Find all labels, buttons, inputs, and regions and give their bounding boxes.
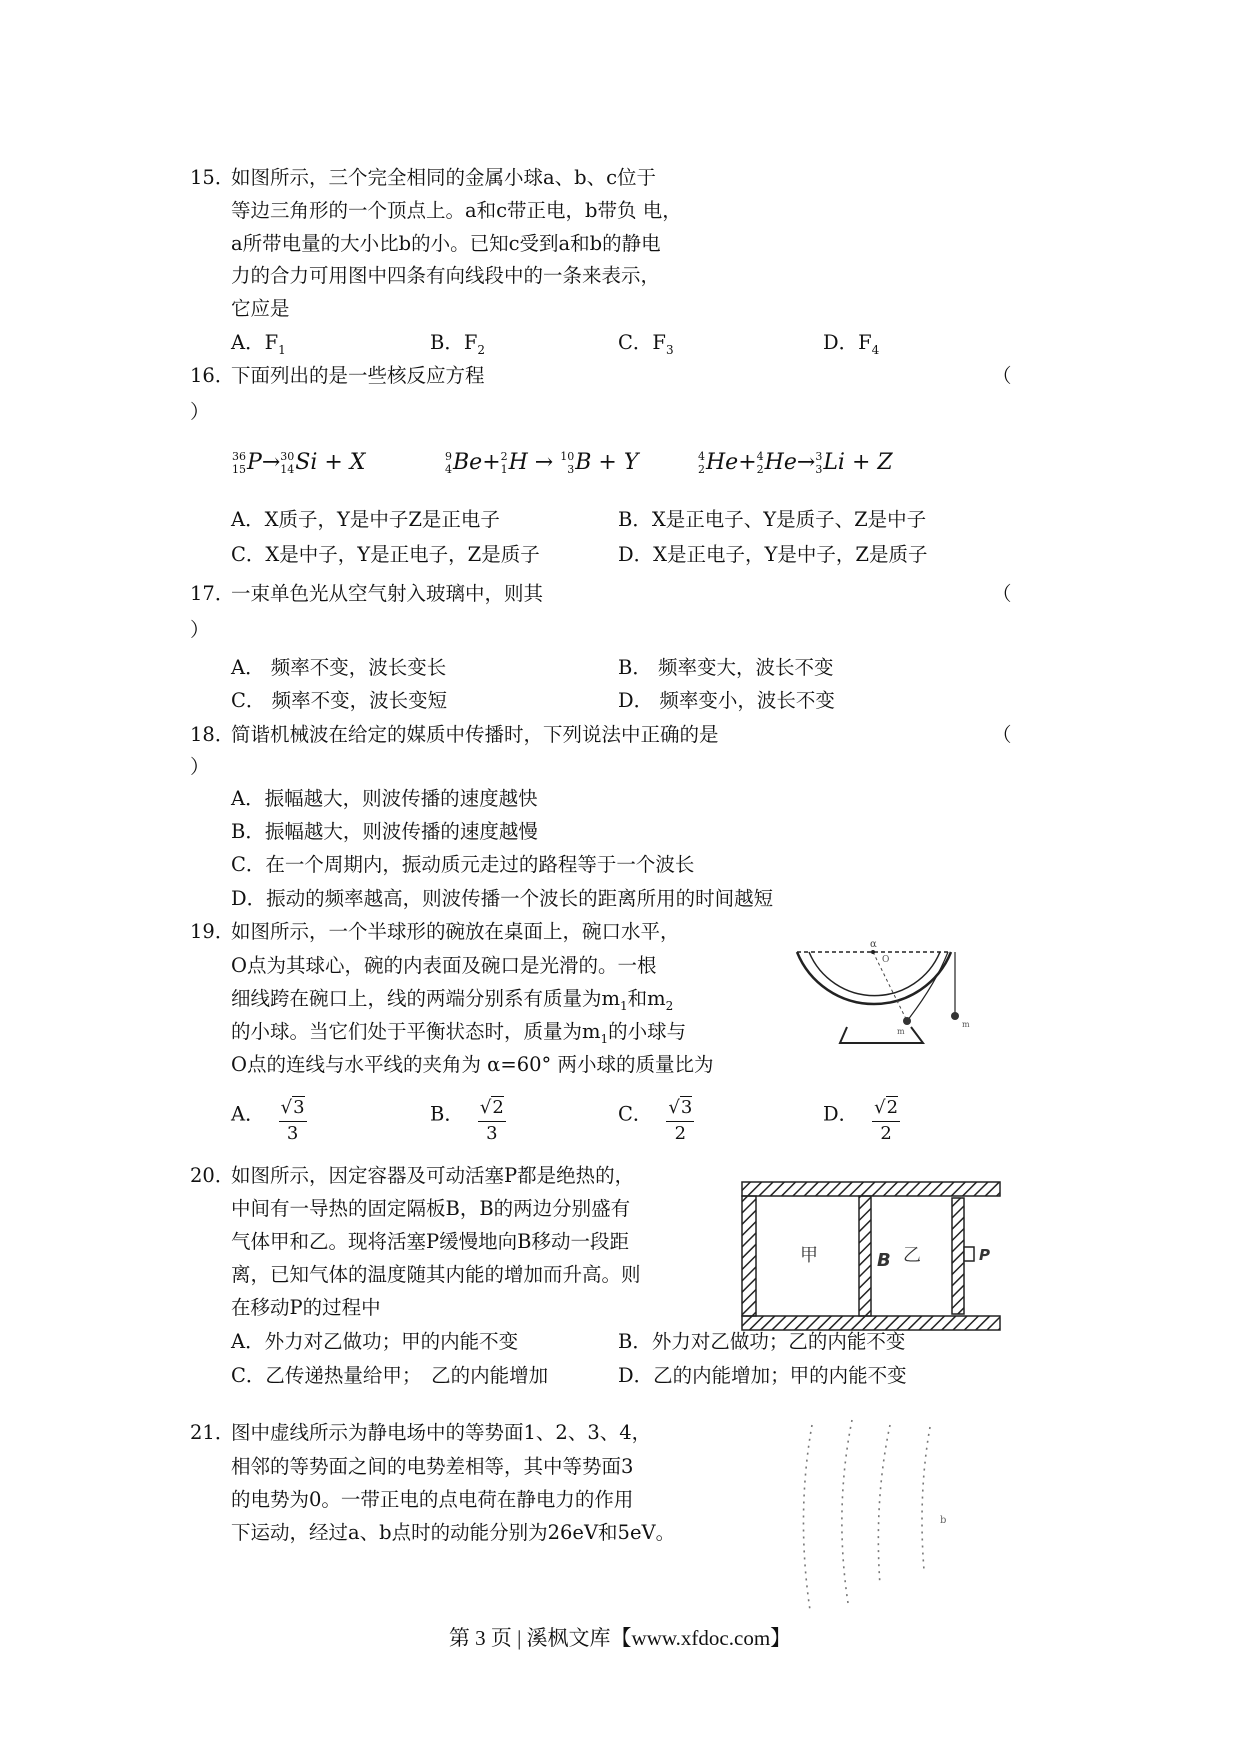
q19-alpha-label: α — [870, 939, 877, 950]
page-footer: 第 3 页 | 溪枫文库【www.xfdoc.com】 — [448, 1626, 792, 1650]
q21-number: 21． — [190, 1421, 235, 1444]
q16-option-d[interactable]: D．X是正电子，Y是中子，Z是质子 — [618, 543, 928, 566]
q20-b-label: B — [877, 1250, 891, 1271]
q19-line-1: 如图所示，一个半球形的碗放在桌面上，碗口水平， — [231, 920, 680, 943]
q17-paren-open: （ — [992, 582, 1012, 605]
q21-equipotential-figure — [790, 1415, 965, 1615]
q15-option-d[interactable]: D．$F_4$ — [823, 331, 880, 357]
q16-equation-3: 4 2He+4 2He→3 3Li + Z — [698, 450, 893, 476]
q20-line-4: 离，已知气体的温度随其内能的增加而升高。则 — [231, 1263, 641, 1286]
q19-o-label: O — [882, 955, 890, 965]
q20-option-c[interactable]: C．乙传递热量给甲； 乙的内能增加 — [231, 1364, 549, 1387]
q17-option-b[interactable]: B． 频率变大，波长不变 — [618, 656, 834, 679]
q15-line-2: 等边三角形的一个顶点上。a和c带正电，b带负 电， — [231, 199, 682, 222]
q20-yi-label: 乙 — [903, 1245, 921, 1266]
q18-paren-close: ） — [190, 755, 210, 778]
q18-option-b[interactable]: B．振幅越大，则波传播的速度越慢 — [231, 820, 538, 843]
q18-option-a[interactable]: A．振幅越大，则波传播的速度越快 — [231, 787, 538, 810]
q17-stem: 一束单色光从空气射入玻璃中，则其 — [231, 582, 544, 605]
q20-option-b[interactable]: B．外力对乙做功；乙的内能不变 — [618, 1330, 906, 1353]
q20-line-1: 如图所示，因定容器及可动活塞P都是绝热的， — [231, 1164, 635, 1187]
q18-number: 18． — [190, 723, 235, 746]
q16-equation-2: 9 4Be+2 1H → 10 3B + Y — [445, 450, 639, 476]
q16-paren-open: （ — [992, 364, 1012, 387]
q21-line-1: 图中虚线所示为静电场中的等势面1、2、3、4， — [231, 1421, 652, 1444]
q17-option-a[interactable]: A． 频率不变，波长变长 — [231, 656, 447, 679]
q16-number: 16． — [190, 364, 235, 387]
q17-paren-close: ） — [190, 618, 210, 641]
q15-option-c[interactable]: C．$F_3$ — [618, 331, 674, 357]
q21-line-4: 下运动，经过a、b点时的动能分别为26eV和5eV。 — [231, 1521, 676, 1544]
q17-option-d[interactable]: D． 频率变小，波长不变 — [618, 689, 835, 712]
q15-line-3: a所带电量的大小比b的小。已知c受到a和b的静电 — [231, 232, 661, 255]
q20-container-figure — [740, 1180, 1005, 1332]
q20-number: 20． — [190, 1164, 235, 1187]
q18-paren-open: （ — [992, 723, 1012, 746]
q16-stem: 下面列出的是一些核反应方程 — [231, 364, 485, 387]
q19-bowl-figure — [785, 935, 985, 1050]
q16-paren-close: ） — [190, 400, 210, 423]
q20-p-label: P — [979, 1246, 990, 1264]
q16-equation-1: 36 15P→30 14Si + X — [232, 450, 366, 476]
q15-option-b[interactable]: B．$F_2$ — [430, 331, 486, 357]
q15-line-1: 如图所示，三个完全相同的金属小球a、b、c位于 — [231, 166, 657, 189]
q20-option-a[interactable]: A．外力对乙做功；甲的内能不变 — [231, 1330, 519, 1353]
q21-line-3: 的电势为0。一带正电的点电荷在静电力的作用 — [231, 1488, 634, 1511]
q21-line-2: 相邻的等势面之间的电势差相等，其中等势面3 — [231, 1455, 634, 1478]
q15-line-4: 力的合力可用图中四条有向线段中的一条来表示， — [231, 264, 661, 287]
q19-m1-label: m — [897, 1027, 905, 1036]
q19-option-d[interactable]: D． $\frac{√2}{2}$ — [823, 1097, 899, 1144]
q20-jia-label: 甲 — [800, 1245, 818, 1266]
q15-number: 15． — [190, 166, 235, 189]
q21-b-label: b — [940, 1515, 947, 1526]
q18-option-d[interactable]: D．振动的频率越高，则波传播一个波长的距离所用的时间越短 — [231, 887, 774, 910]
q18-option-c[interactable]: C．在一个周期内，振动质元走过的路程等于一个波长 — [231, 853, 695, 876]
q19-line-3: 细线跨在碗口上，线的两端分别系有质量为$m_1$和$m_2$ — [231, 987, 674, 1013]
q19-option-a[interactable]: A． $\frac{√3}{3}$ — [231, 1097, 305, 1144]
q17-option-c[interactable]: C． 频率不变，波长变短 — [231, 689, 448, 712]
q16-option-a[interactable]: A．X质子，Y是中子Z是正电子 — [231, 508, 500, 531]
q20-line-2: 中间有一导热的固定隔板B，B的两边分别盛有 — [231, 1197, 631, 1220]
q19-option-b[interactable]: B． $\frac{√2}{3}$ — [430, 1097, 504, 1144]
q16-option-b[interactable]: B．X是正电子、Y是质子、Z是中子 — [618, 508, 927, 531]
q19-option-c[interactable]: C． $\frac{√3}{2}$ — [618, 1097, 693, 1144]
q16-option-c[interactable]: C．X是中子，Y是正电子，Z是质子 — [231, 543, 540, 566]
q18-stem: 简谐机械波在给定的媒质中传播时，下列说法中正确的是 — [231, 723, 719, 746]
q17-number: 17． — [190, 582, 235, 605]
q19-line-5: O点的连线与水平线的夹角为 α=60° 两小球的质量比为 — [231, 1053, 714, 1076]
q15-line-5: 它应是 — [231, 297, 290, 320]
q19-line-2: O点为其球心，碗的内表面及碗口是光滑的。一根 — [231, 954, 657, 977]
q20-line-5: 在移动P的过程中 — [231, 1296, 381, 1319]
q20-line-3: 气体甲和乙。现将活塞P缓慢地向B移动一段距 — [231, 1230, 629, 1253]
q15-option-a[interactable]: A．$F_1$ — [231, 331, 286, 357]
q19-m2-label: m — [962, 1020, 970, 1029]
q20-option-d[interactable]: D．乙的内能增加；甲的内能不变 — [618, 1364, 907, 1387]
q19-number: 19． — [190, 920, 235, 943]
q19-line-4: 的小球。当它们处于平衡状态时，质量为$m_1$的小球与 — [231, 1020, 687, 1046]
